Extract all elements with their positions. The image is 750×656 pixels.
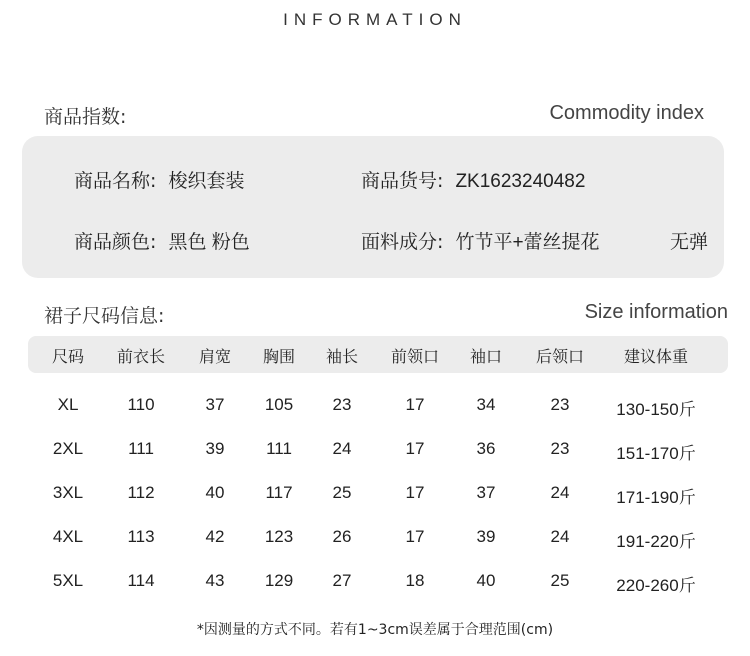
- cell-bust: 117: [265, 483, 293, 502]
- cell-size: 2XL: [52, 439, 84, 458]
- size-table: [28, 336, 728, 607]
- cell-weight: 130-150斤: [616, 400, 696, 419]
- header-front-length: 前衣长: [116, 347, 166, 366]
- cell-front-neckline: 17: [405, 527, 425, 546]
- cell-front-length: 113: [127, 527, 155, 546]
- product-sku-field: [361, 166, 585, 193]
- cell-cuff: 36: [476, 439, 496, 458]
- size-section-label: 裙子尺码信息:: [44, 305, 165, 327]
- cell-shoulder: 43: [205, 571, 225, 590]
- cell-sleeve-length: 27: [332, 571, 352, 590]
- table-row: [28, 431, 728, 475]
- cell-weight: 191-220斤: [616, 532, 696, 551]
- cell-front-neckline: 17: [405, 483, 425, 502]
- header-front-neckline: 前领口: [390, 347, 440, 366]
- cell-back-neckline: 24: [550, 483, 570, 502]
- cell-weight: 220-260斤: [616, 576, 696, 595]
- cell-front-neckline: 17: [405, 439, 425, 458]
- cell-back-neckline: 24: [550, 527, 570, 546]
- table-row: [28, 475, 728, 519]
- product-sku-label: 商品货号:: [361, 170, 444, 192]
- cell-bust: 123: [264, 527, 294, 546]
- table-row: [28, 519, 728, 563]
- header-sleeve-length: 袖长: [325, 347, 359, 366]
- cell-front-neckline: 18: [405, 571, 425, 590]
- header-back-neckline: 后领口: [535, 347, 585, 366]
- cell-bust: 105: [264, 395, 294, 414]
- commodity-info-panel: [22, 136, 724, 278]
- cell-shoulder: 42: [205, 527, 225, 546]
- measurement-footnote: *因测量的方式不同。若有1~3cm误差属于合理范围(cm): [196, 622, 554, 638]
- header-bust: 胸围: [262, 347, 296, 366]
- header-shoulder: 肩宽: [198, 347, 232, 366]
- commodity-section-label-en: Commodity index: [549, 102, 704, 124]
- cell-size: 5XL: [52, 571, 84, 590]
- cell-front-length: 111: [128, 439, 154, 458]
- product-name-field: [74, 166, 244, 193]
- cell-shoulder: 40: [205, 483, 225, 502]
- cell-shoulder: 37: [205, 395, 225, 414]
- cell-weight: 171-190斤: [616, 488, 696, 507]
- cell-front-length: 110: [127, 395, 155, 414]
- header-size: 尺码: [51, 347, 85, 366]
- cell-sleeve-length: 24: [332, 439, 352, 458]
- commodity-section-label: 商品指数:: [44, 106, 127, 128]
- header-cuff: 袖口: [469, 347, 503, 366]
- cell-back-neckline: 23: [550, 395, 570, 414]
- table-row: [28, 563, 728, 607]
- product-sku-value: ZK1623240482: [455, 171, 586, 192]
- product-color-label: 商品颜色:: [74, 231, 157, 253]
- cell-front-length: 112: [127, 483, 155, 502]
- cell-cuff: 34: [476, 395, 496, 414]
- cell-front-neckline: 17: [405, 395, 425, 414]
- table-row: [28, 387, 728, 431]
- product-fabric-value: 竹节平+蕾丝提花: [455, 232, 600, 253]
- cell-sleeve-length: 26: [332, 527, 352, 546]
- cell-shoulder: 39: [205, 439, 225, 458]
- cell-cuff: 39: [476, 527, 496, 546]
- cell-size: XL: [57, 395, 79, 414]
- size-section-label-en: Size information: [584, 301, 728, 323]
- cell-bust: 111: [266, 439, 292, 458]
- cell-size: 4XL: [52, 527, 84, 546]
- product-fabric-label: 面料成分:: [361, 231, 444, 253]
- cell-cuff: 37: [476, 483, 496, 502]
- cell-size: 3XL: [52, 483, 84, 502]
- cell-back-neckline: 23: [550, 439, 570, 458]
- size-table-header: [28, 336, 728, 373]
- cell-sleeve-length: 23: [332, 395, 352, 414]
- header-weight: 建议体重: [623, 347, 689, 366]
- page-title: INFORMATION: [283, 10, 467, 29]
- cell-cuff: 40: [476, 571, 496, 590]
- cell-bust: 129: [264, 571, 294, 590]
- cell-sleeve-length: 25: [332, 483, 352, 502]
- product-color-value: 黑色 粉色: [168, 232, 250, 253]
- product-name-value: 梭织套装: [168, 171, 245, 192]
- product-color-field: [74, 227, 250, 254]
- product-fabric-field: [361, 227, 600, 254]
- cell-front-length: 114: [127, 571, 155, 590]
- product-stretch-value: 无弹: [669, 231, 708, 253]
- cell-back-neckline: 25: [550, 571, 570, 590]
- cell-weight: 151-170斤: [616, 444, 696, 463]
- product-name-label: 商品名称:: [74, 170, 157, 192]
